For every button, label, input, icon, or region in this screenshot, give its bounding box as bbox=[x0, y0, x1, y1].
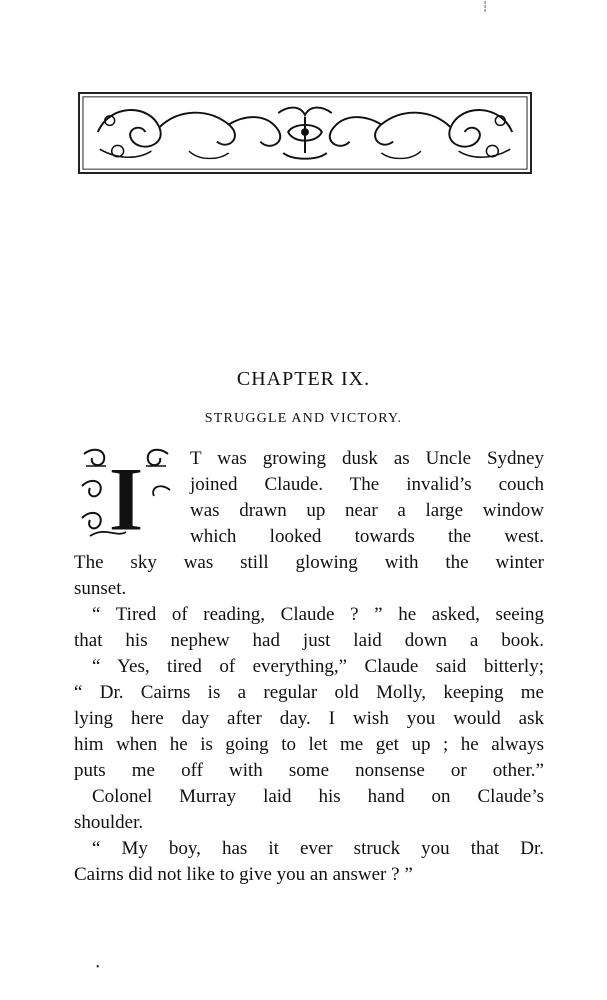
chapter-header-ornament bbox=[78, 92, 532, 174]
body-line-9: “ Yes, tired of everything,” Claude said bitterly; bbox=[92, 656, 544, 677]
chapter-subtitle: STRUGGLE AND VICTORY. bbox=[204, 411, 403, 426]
body-line-16: “ My boy, has it ever struck you that Dr. bbox=[92, 838, 544, 859]
chapter-title: CHAPTER IX. bbox=[236, 368, 371, 390]
drop-cap-letter: I bbox=[108, 448, 144, 542]
body-line-6: sunset. bbox=[74, 578, 127, 599]
body-line-15: shoulder. bbox=[74, 812, 144, 833]
body-line-5: The sky was still glowing with the winter bbox=[74, 552, 544, 573]
body-line-4: which looked towards the west. bbox=[190, 526, 544, 547]
body-line-7: “ Tired of reading, Claude ? ” he asked, seeing bbox=[92, 604, 544, 625]
body-line-12: him when he is going to let me get up ; he always bbox=[74, 734, 544, 755]
body-line-8: that his nephew had just laid down a book. bbox=[74, 630, 544, 651]
print-speck: ┆ bbox=[482, 2, 489, 13]
body-line-14: Colonel Murray laid his hand on Claude’s bbox=[92, 786, 544, 807]
body-line-1: T was growing dusk as Uncle Sydney bbox=[190, 448, 544, 469]
body-line-13: puts me off with some nonsense or other.” bbox=[74, 760, 544, 781]
body-line-2: joined Claude. The invalid’s couch bbox=[190, 474, 544, 495]
body-line-11: lying here day after day. I wish you would ask bbox=[74, 708, 544, 729]
body-line-17: Cairns did not like to give you an answer ? ” bbox=[74, 864, 413, 885]
body-line-3: was drawn up near a large window bbox=[190, 500, 544, 521]
body-line-10: “ Dr. Cairns is a regular old Molly, keeping me bbox=[74, 682, 544, 703]
print-speck: • bbox=[96, 962, 100, 973]
ornamental-drop-cap bbox=[76, 446, 176, 542]
